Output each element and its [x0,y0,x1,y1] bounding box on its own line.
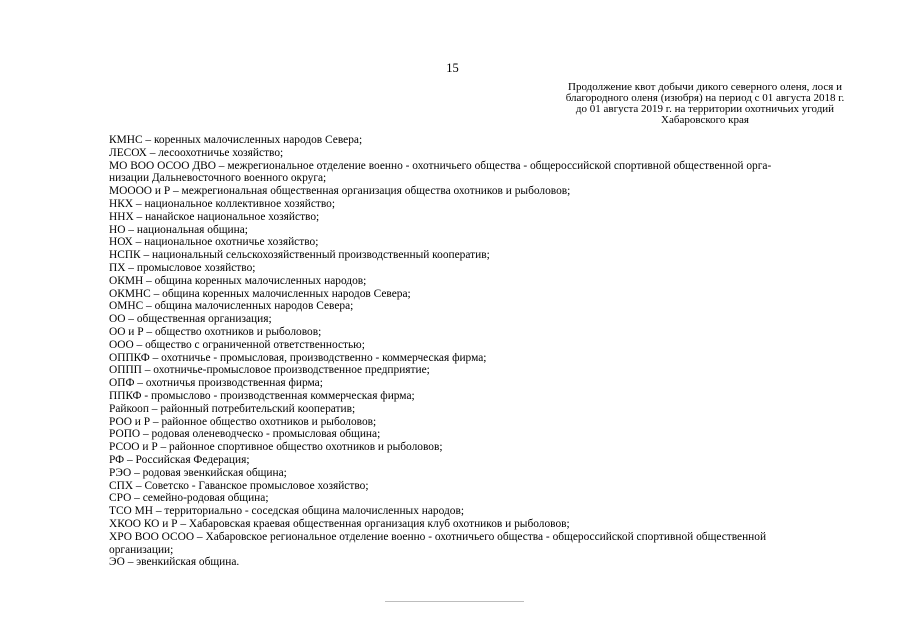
heading-line: до 01 августа 2019 г. на территории охотничьих угодий [575,103,835,115]
abbreviation-line: РСОО и Р – районное спортивное общество охотников и рыболовов; [109,441,443,454]
abbreviation-line: ООО – общество с ограниченной ответственностью; [109,338,365,351]
abbreviation-line: СРО – семейно-родовая община; [109,492,269,505]
abbreviation-line: ОКМН – община коренных малочисленных народов; [109,274,367,287]
abbreviation-line: РОО и Р – районное общество охотников и рыболовов; [109,415,377,428]
abbreviation-line: МО ВОО ОСОО ДВО – межрегиональное отделение военно - охотничьего общества - общероссийской спортивной общественной орга- [109,159,772,172]
abbreviation-line: ППКФ - промыслово - производственная коммерческая фирма; [109,389,415,402]
abbreviation-line: ХКОО КО и Р – Хабаровская краевая общественная организация клуб охотников и рыболовов; [109,517,570,530]
page-number: 15 [446,61,459,75]
abbreviation-line: МОООО и Р – межрегиональная общественная организация общества охотников и рыболовов; [109,185,571,198]
abbreviation-line: НСПК – национальный сельскохозяйственный производственный кооператив; [109,249,490,262]
abbreviation-line: НО – национальная община; [109,223,248,236]
abbreviation-line: ОКМНС – община коренных малочисленных народов Севера; [109,287,411,300]
abbreviation-line: РФ – Российская Федерация; [109,453,250,466]
abbreviation-line: ЛЕСОХ – лесоохотничье хозяйство; [109,146,284,159]
abbreviation-line: РОПО – родовая оленеводческо - промысловая община; [109,428,381,441]
abbreviation-line: ОППКФ – охотничье - промысловая, производственно - коммерческая фирма; [109,351,487,364]
abbreviation-line: ХРО ВОО ОСОО – Хабаровское региональное отделение военно - охотничьего общества - общероссийской спортивной общественной [109,530,767,543]
abbreviation-line: низации Дальневосточного военного округа; [109,172,327,185]
table-continuation-heading [520,82,890,126]
abbreviation-line: ОМНС – община малочисленных народов Севера; [109,300,354,313]
footer-divider [385,601,524,602]
abbreviation-line: ТСО МН – территориально - соседская община малочисленных народов; [109,505,464,518]
abbreviation-line: ОППП – охотничье-промысловое производственное предприятие; [109,364,430,377]
heading-line: Хабаровского края [661,114,749,126]
abbreviation-line: НКХ – национальное коллективное хозяйство; [109,197,336,210]
abbreviation-line: ОО и Р – общество охотников и рыболовов; [109,325,322,338]
abbreviation-line: СПХ – Советско - Гаванское промысловое хозяйство; [109,479,369,492]
abbreviation-line: ННХ – нанайское национальное хозяйство; [109,210,320,223]
abbreviation-line: ПХ – промысловое хозяйство; [109,261,256,274]
abbreviation-line: Райкооп – районный потребительский кооператив; [109,402,356,415]
abbreviation-line: КМНС – коренных малочисленных народов Севера; [109,134,363,146]
heading-line: благородного оленя (изюбря) на период с 01 августа 2018 г. [565,92,845,104]
abbreviation-line: РЭО – родовая эвенкийская община; [109,466,287,479]
abbreviation-line: ОПФ – охотничья производственная фирма; [109,377,323,390]
abbreviations-list [109,134,889,569]
heading-line: Продолжение квот добычи дикого северного оленя, лося и [568,81,842,93]
abbreviation-line: НОХ – национальное охотничье хозяйство; [109,236,319,249]
abbreviation-line: организации; [109,543,174,556]
abbreviation-line: ОО – общественная организация; [109,313,272,326]
abbreviation-line: ЭО – эвенкийская община. [109,556,240,569]
